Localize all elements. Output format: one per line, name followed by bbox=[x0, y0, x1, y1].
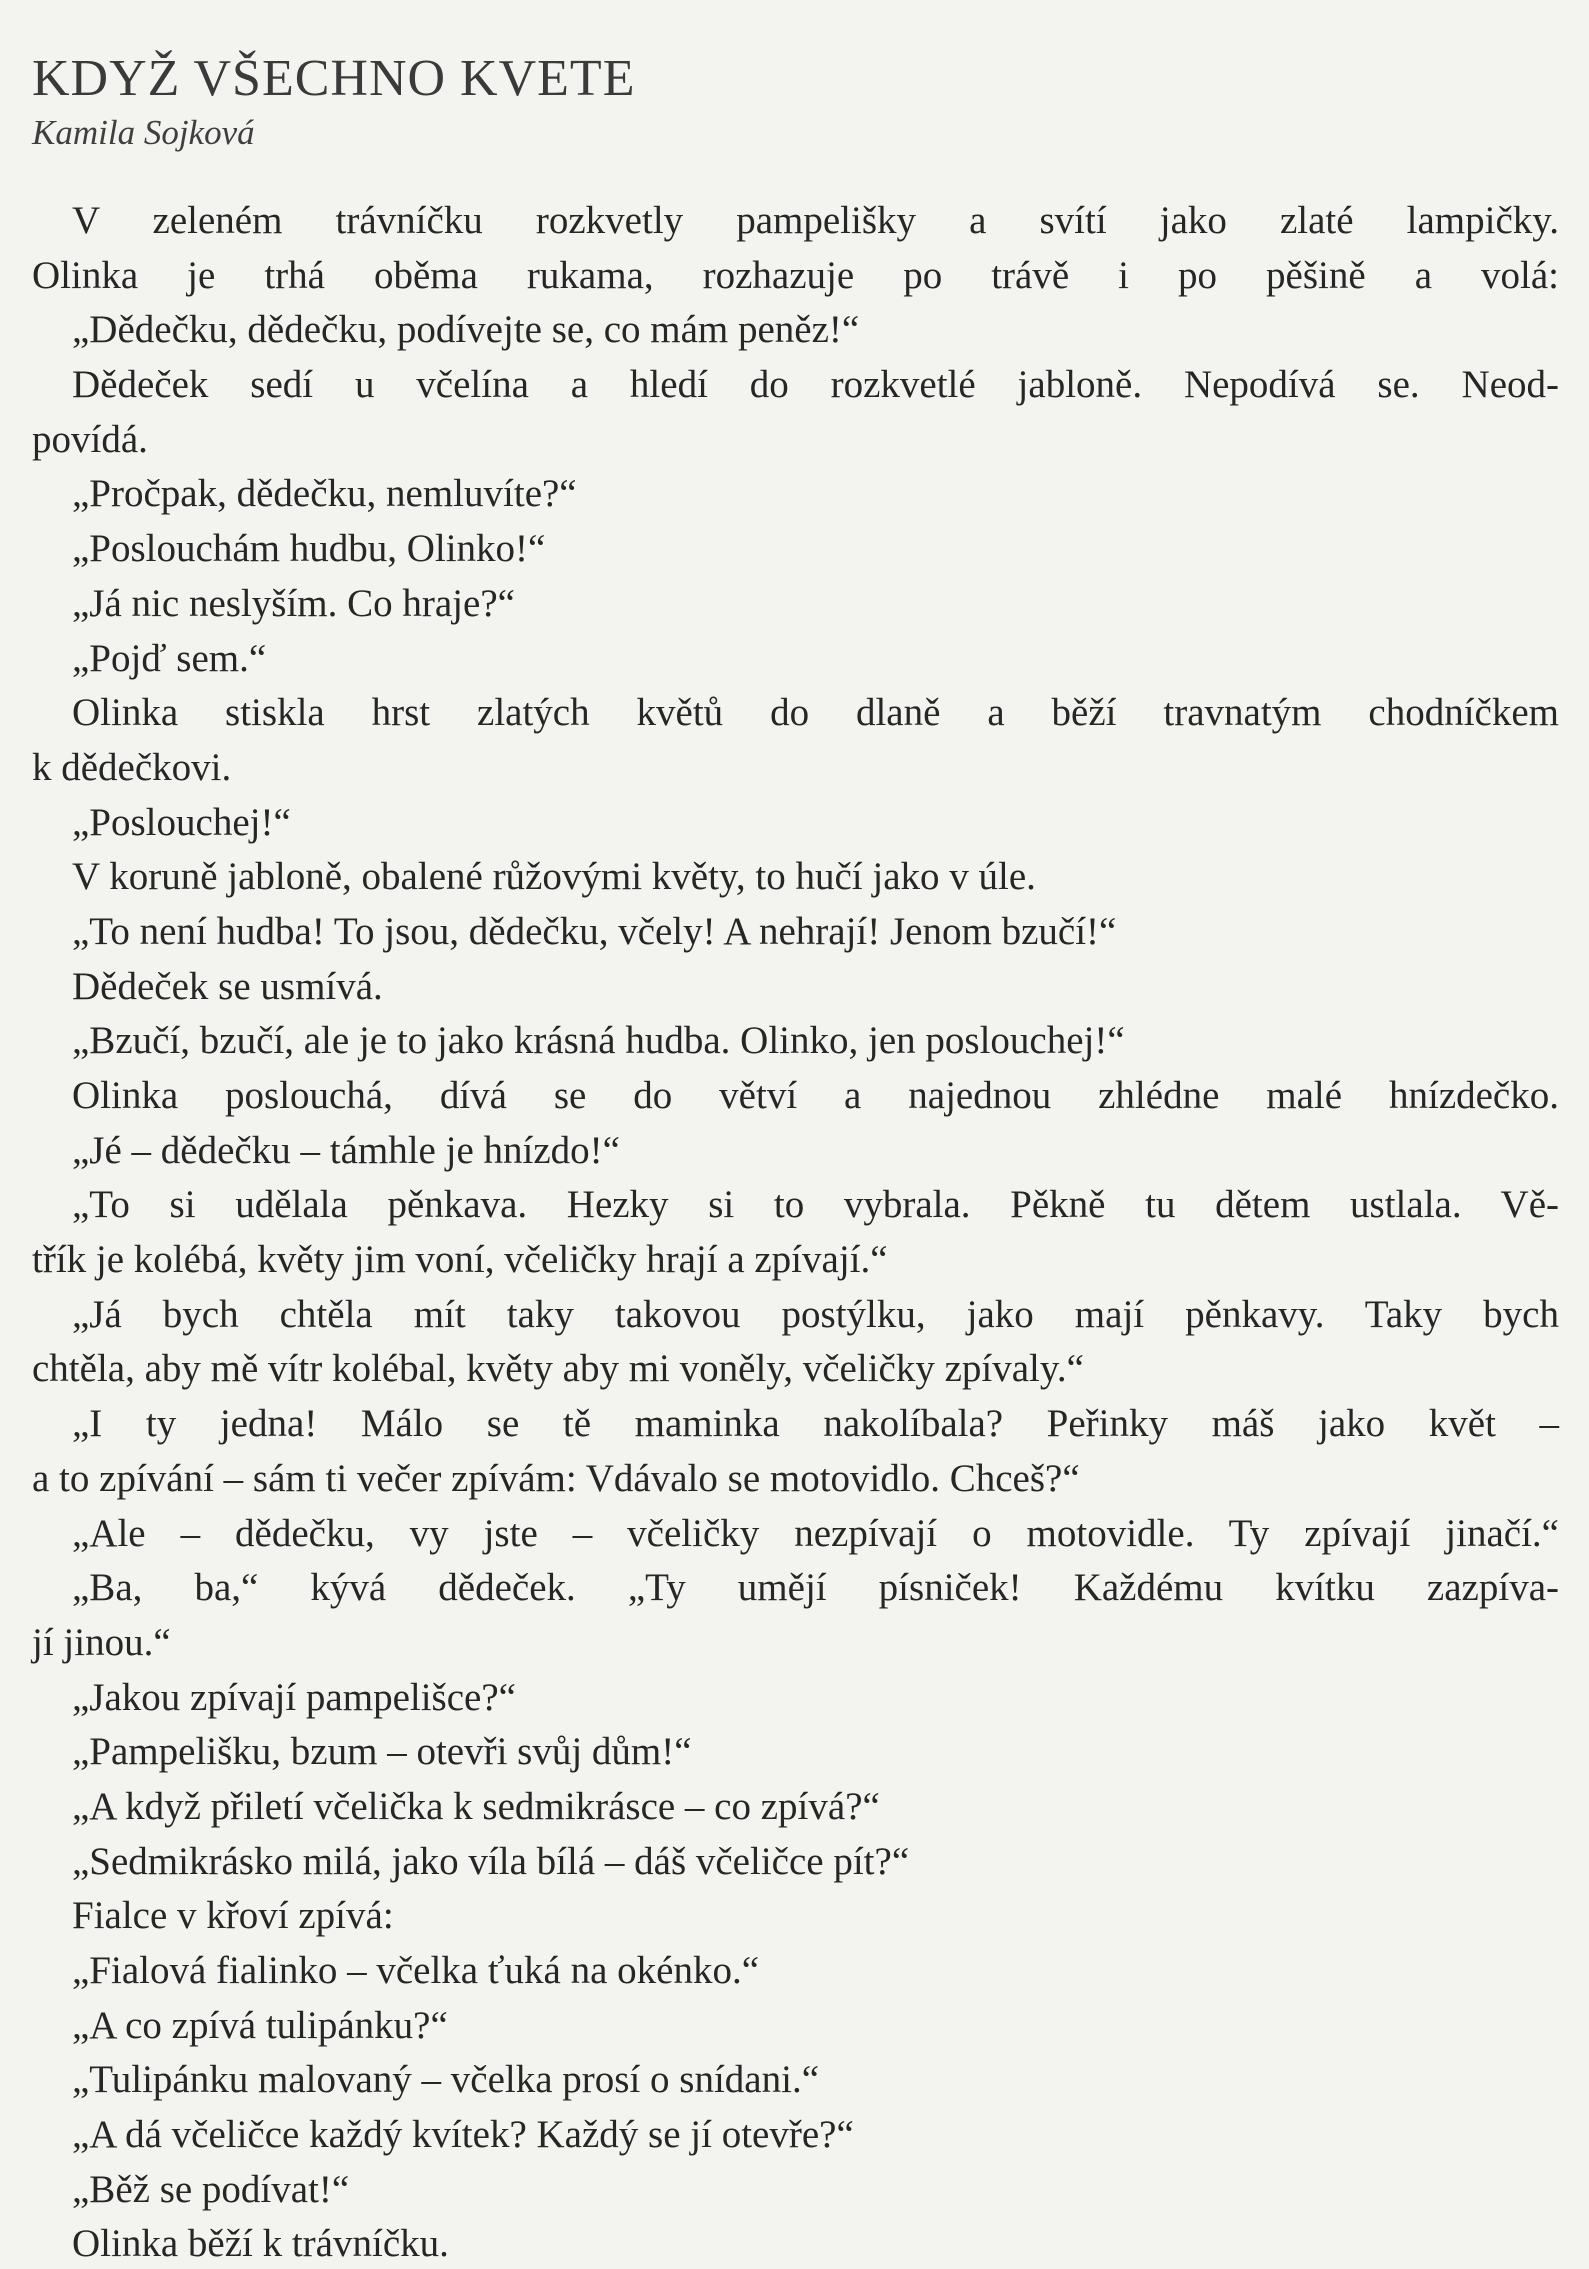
text-line: „Bzučí, bzučí, ale je to jako krásná hudba. Olinko, jen poslouchej!“ bbox=[72, 1019, 1125, 1063]
text-line: třík je kolébá, květy jim voní, včeličky hrají a zpívají.“ bbox=[32, 1238, 888, 1282]
text-line: V koruně jabloně, obalené růžovými květy, to hučí jako v úle. bbox=[72, 855, 1036, 899]
text-line: „To není hudba! To jsou, dědečku, včely! A nehrají! Jenom bzučí!“ bbox=[72, 909, 1117, 953]
text-line: „A dá včeličce každý kvítek? Každý se jí otevře?“ bbox=[72, 2113, 854, 2157]
text-line: Olinka běží k trávníčku. bbox=[72, 2222, 449, 2266]
text-line: „Pročpak, dědečku, nemluvíte?“ bbox=[72, 472, 577, 516]
text-line: povídá. bbox=[32, 417, 148, 461]
text-line: „Já bych chtěla mít taky takovou postýlku, jako mají pěnkavy. Taky bych bbox=[72, 1292, 1559, 1336]
text-line: „Dědečku, dědečku, podívejte se, co mám peněz!“ bbox=[72, 308, 860, 352]
text-line: „Ale – dědečku, vy jste – včeličky nezpívají o motovidle. Ty zpívají jinačí.“ bbox=[72, 1511, 1559, 1555]
story-title: KDYŽ VŠECHNO KVETE bbox=[32, 50, 636, 107]
text-line: Olinka stiskla hrst zlatých květů do dlaně a běží travnatým chodníčkem bbox=[72, 691, 1559, 735]
story-body bbox=[0, 194, 1589, 2269]
text-line: „Tulipánku malovaný – včelka prosí o snídani.“ bbox=[72, 2058, 820, 2102]
text-line: „I ty jedna! Málo se tě maminka nakolíbala? Peřinky máš jako květ – bbox=[72, 1402, 1559, 1446]
text-line: jí jinou.“ bbox=[32, 1620, 171, 1664]
text-line: „Pampelišku, bzum – otevři svůj dům!“ bbox=[72, 1730, 692, 1774]
text-line: chtěla, aby mě vítr kolébal, květy aby mi voněly, včeličky zpívaly.“ bbox=[32, 1347, 1084, 1391]
text-line: „A co zpívá tulipánku?“ bbox=[72, 2003, 448, 2047]
text-line: „Já nic neslyším. Co hraje?“ bbox=[72, 581, 515, 625]
text-line: „Jakou zpívají pampelišce?“ bbox=[72, 1675, 516, 1719]
story-author: Kamila Sojková bbox=[32, 113, 255, 152]
text-line: „Pojď sem.“ bbox=[72, 636, 267, 680]
text-line: „Běž se podívat!“ bbox=[72, 2167, 350, 2211]
text-line: „A když přiletí včelička k sedmikrásce – co zpívá?“ bbox=[72, 1784, 880, 1828]
text-line: Olinka je trhá oběma rukama, rozhazuje po trávě i po pěšině a volá: bbox=[32, 253, 1559, 297]
text-line: „Sedmikrásko milá, jako víla bílá – dáš včeličce pít?“ bbox=[72, 1839, 910, 1883]
text-line: Olinka poslouchá, dívá se do větví a najednou zhlédne malé hnízdečko. bbox=[72, 1074, 1559, 1117]
text-line: V zeleném trávníčku rozkvetly pampelišky a svítí jako zlaté lampičky. bbox=[72, 199, 1559, 242]
text-line: „Poslouchej!“ bbox=[72, 800, 291, 844]
text-line: „Jé – dědečku – támhle je hnízdo!“ bbox=[72, 1128, 620, 1172]
text-line: Dědeček sedí u včelína a hledí do rozkvetlé jabloně. Nepodívá se. Neod- bbox=[72, 363, 1559, 407]
text-line: a to zpívání – sám ti večer zpívám: Vdávalo se motovidlo. Chceš?“ bbox=[32, 1456, 1080, 1500]
text-line: „Fialová fialinko – včelka ťuká na okénko.“ bbox=[72, 1949, 760, 1992]
text-line: k dědečkovi. bbox=[32, 745, 232, 789]
text-line: „To si udělala pěnkava. Hezky si to vybrala. Pěkně tu dětem ustlala. Vě- bbox=[72, 1183, 1559, 1227]
text-line: „Ba, ba,“ kývá dědeček. „Ty umějí písniček! Každému kvítku zazpíva- bbox=[72, 1566, 1559, 1610]
text-line: „Poslouchám hudbu, Olinko!“ bbox=[72, 527, 546, 571]
text-line: Fialce v křoví zpívá: bbox=[72, 1894, 394, 1938]
text-line: Dědeček se usmívá. bbox=[72, 964, 383, 1008]
